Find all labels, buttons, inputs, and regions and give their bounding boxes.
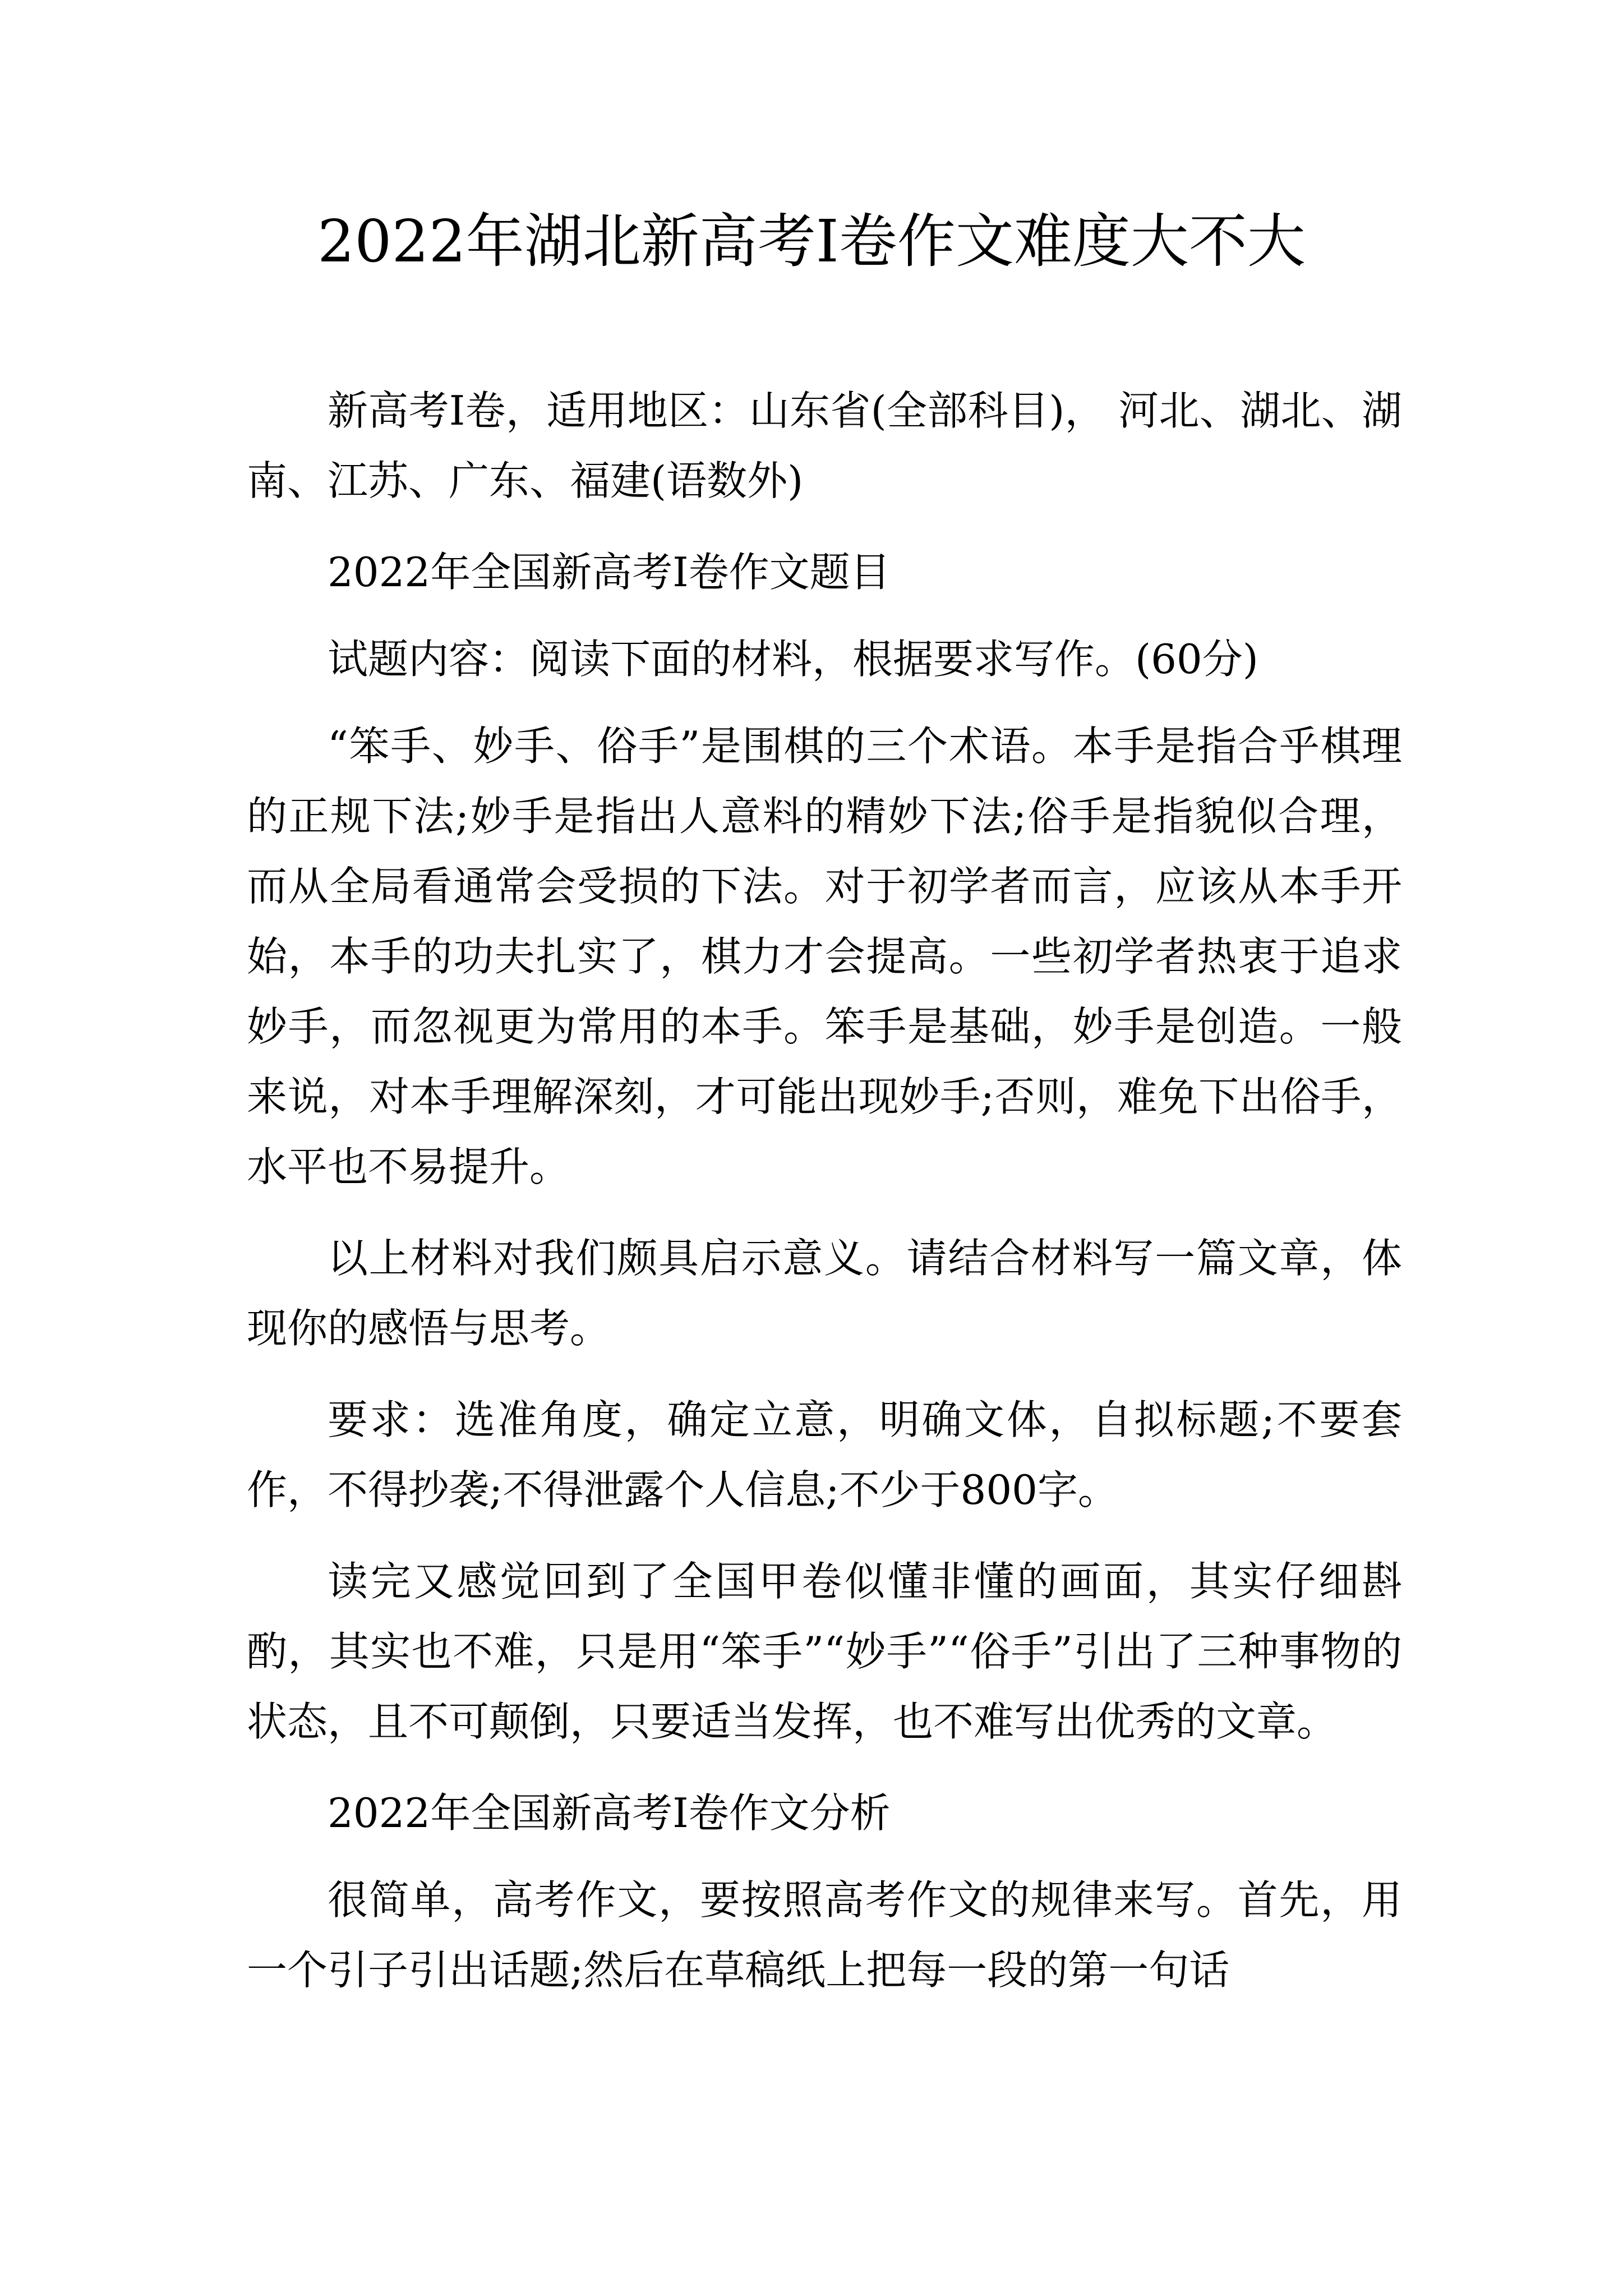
paragraph-analysis: 很简单，高考作文，要按照高考作文的规律来写。首先，用一个引子引出话题;然后在草稿纸上把每一段的第一句话 (247, 1876, 1402, 1994)
paragraph-requirements: 要求：选准角度，确定立意，明确文体，自拟标题;不要套作，不得抄袭;不得泄露个人信息;不少于800字。 (247, 1396, 1402, 1513)
document-title: 2022年湖北新高考Ⅰ卷作文难度大不大 (317, 207, 1306, 275)
document-body (247, 376, 1402, 2027)
paragraph-question-content: 试题内容：阅读下面的材料，根据要求写作。(60分) (328, 636, 1258, 683)
paragraph-heading-analysis: 2022年全国新高考Ⅰ卷作文分析 (328, 1789, 891, 1837)
paragraph-instruction: 以上材料对我们颇具启示意义。请结合材料写一篇文章，体现你的感悟与思考。 (247, 1235, 1402, 1352)
paragraph-commentary: 读完又感觉回到了全国甲卷似懂非懂的画面，其实仔细斟酌，其实也不难，只是用“笨手”“妙手”“俗手”引出了三种事物的状态，且不可颠倒，只要适当发挥，也不难写出优秀的文章。 (247, 1558, 1402, 1745)
paragraph-material: “笨手、妙手、俗手”是围棋的三个术语。本手是指合乎棋理的正规下法;妙手是指出人意料的精妙下法;俗手是指貌似合理，而从全局看通常会受损的下法。对于初学者而言，应该从本手开始，本手的功夫扎实了，棋力才会提高。一些初学者热衷于追求妙手，而忽视更为常用的本手。笨手是基础，妙手是创造。一般来说，对本手理解深刻，才可能出现妙手;否则，难免下出俗手，水平也不易提升。 (247, 723, 1402, 1190)
paragraph-applicable-regions: 新高考Ⅰ卷，适用地区：山东省(全部科目)， 河北、湖北、湖南、江苏、广东、福建(语数外) (247, 387, 1402, 504)
paragraph-heading-question: 2022年全国新高考Ⅰ卷作文题目 (328, 549, 891, 596)
